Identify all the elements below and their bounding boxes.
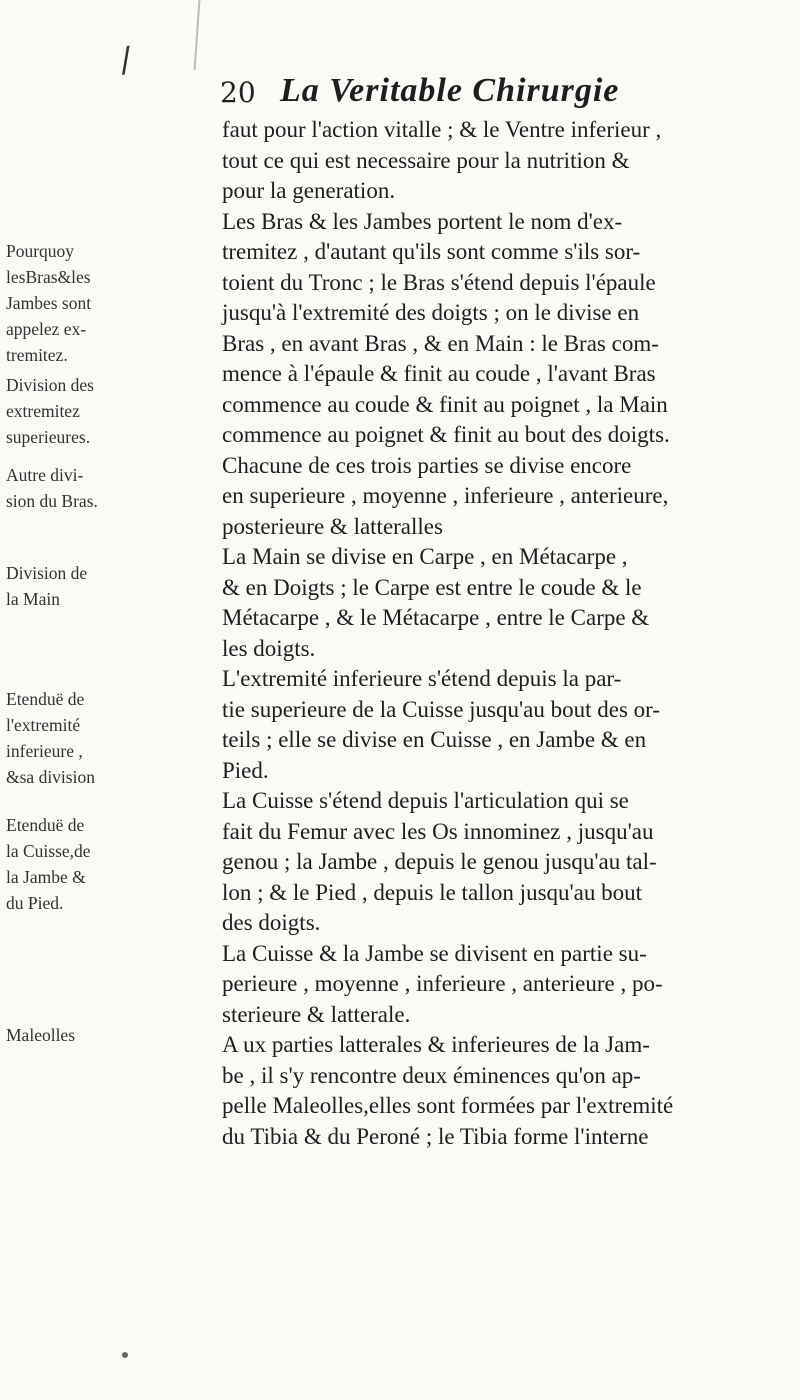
margin-note-extremites: Pourquoy lesBras&les Jambes sont appelez ex- tremitez. (6, 241, 92, 365)
paragraph: L'extremité inferieure s'étend depuis la par- tie superieure de la Cuisse jusqu'au bout des or- teils ; elle se divise en Cuisse , en Jambe & en Pied. (222, 666, 661, 783)
ink-speck (122, 1352, 128, 1358)
running-head (220, 72, 740, 120)
margin-note-division-bras: Autre divi- sion du Bras. (6, 465, 98, 511)
paragraph: La Cuisse s'étend depuis l'articulation qui se fait du Femur avec les Os innominez , jusqu'au genou ; la Jambe , depuis le genou jusqu'au tal- lon ; & le Pied , depuis le tallon jusqu'au bout des doigts. (222, 788, 657, 935)
paragraph: Les Bras & les Jambes portent le nom d'ex- tremitez , d'autant qu'ils sont comme s'ils sor- toient du Tronc ; le Bras s'étend depuis l'épaule jusqu'à l'extremité des doigts ; on le divise en Bras , en avant Bras , & en Main : le Bras com- mence à l'épaule & finit au coude , l'avant Bras commence au coude & finit au poignet , la Main commence au poignet & finit au bout des doigts. (222, 208, 670, 447)
margin-note-extremite-inferieure: Etenduë de l'extremité inferieure , &sa division (6, 689, 95, 787)
paragraph: faut pour l'action vitalle ; & le Ventre inferieur , tout ce qui est necessaire pour la nutrition & pour la generation. (222, 117, 662, 203)
margin-note-maleolles: Maleolles (6, 1025, 76, 1045)
paragraph: La Cuisse & la Jambe se divisent en partie su- perieure , moyenne , inferieure , anterieure , po- sterieure & latterale. (222, 940, 663, 1027)
paragraph: Chacune de ces trois parties se divise encore en superieure , moyenne , inferieure , anterieure, posterieure & latteralles (222, 452, 669, 539)
body-text (222, 115, 782, 1152)
margin-note-division-main: Division de la Main (6, 563, 88, 609)
margin-note-division-superieures: Division des extremitez superieures. (6, 375, 94, 447)
corner-scratch (194, 0, 201, 70)
paragraph: A ux parties latterales & inferieures de la Jam- be , il s'y rencontre deux éminences qu'on ap- pelle Maleolles,elles sont formées par l'extremité du Tibia & du Peroné ; le Tibia forme l'interne (222, 1032, 674, 1149)
corner-glyph: / (117, 39, 135, 81)
paragraph: La Main se divise en Carpe , en Métacarpe , & en Doigts ; le Carpe est entre le coude & le Métacarpe , & le Métacarpe , entre le Carpe & les doigts. (222, 544, 650, 661)
page-number: 20 (220, 76, 256, 109)
margin-note-cuisse-jambe-pied: Etenduë de la Cuisse,de la Jambe & du Pied. (6, 815, 91, 913)
running-title: La Veritable Chirurgie (280, 72, 620, 109)
